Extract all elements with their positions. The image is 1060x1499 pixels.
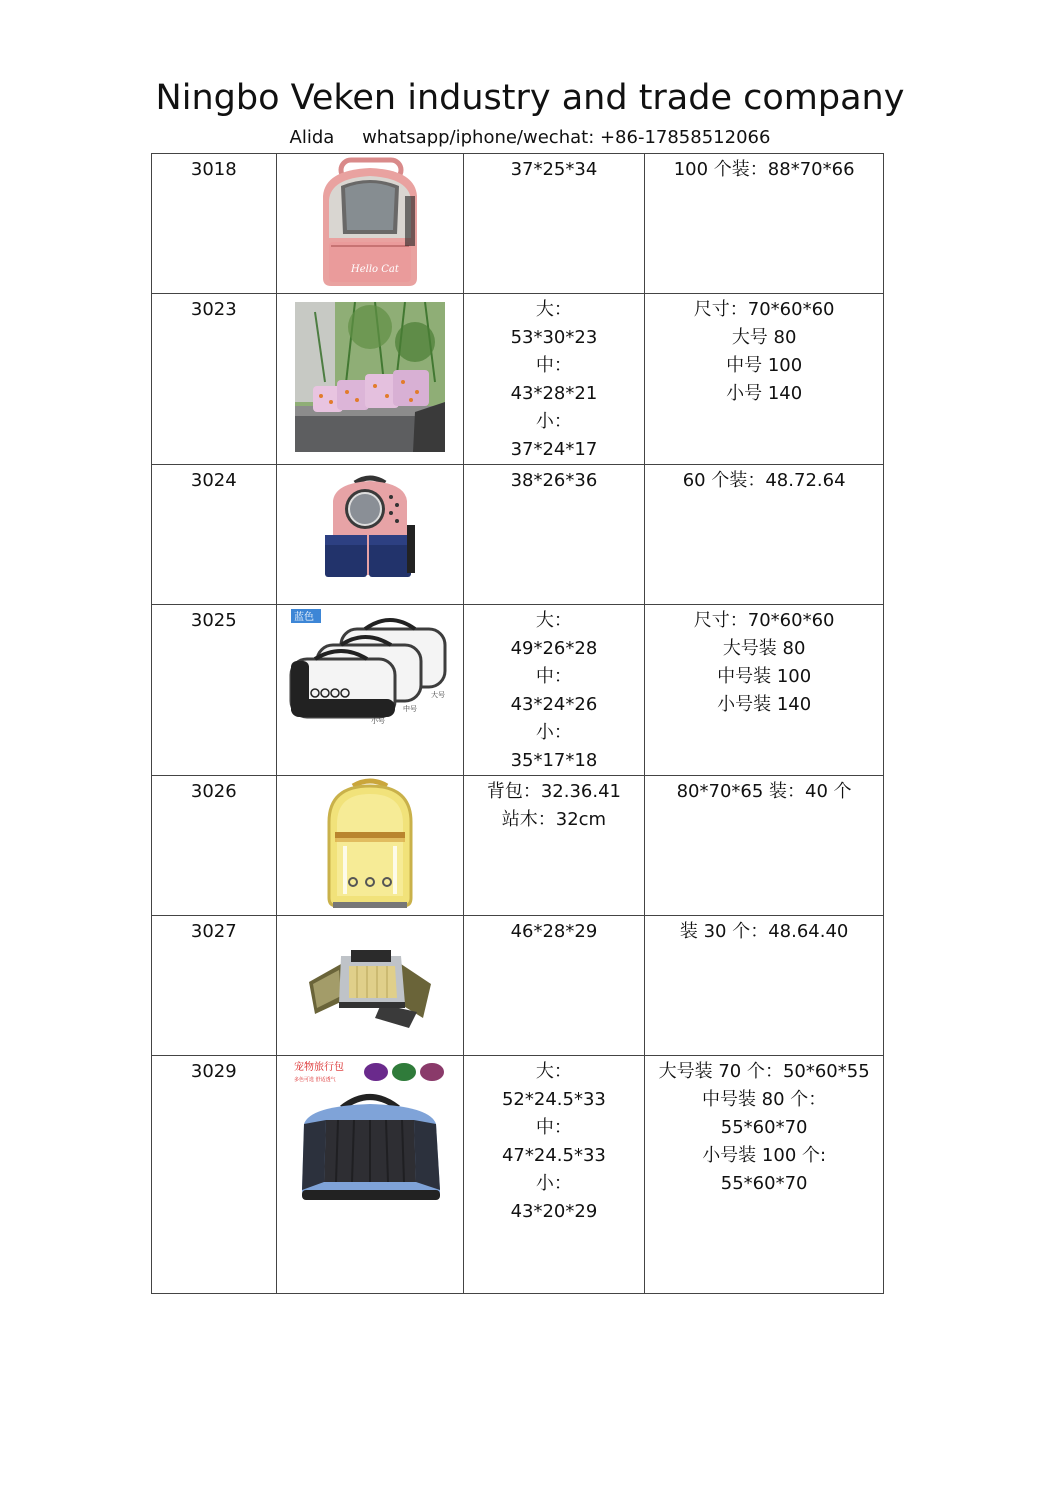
model-cell: 3018 xyxy=(152,154,277,294)
size-cell xyxy=(463,154,645,294)
blue-travel-bag-icon xyxy=(290,1058,450,1228)
size-line: 站木：32cm xyxy=(501,809,607,830)
packing-line: 尺寸：70*60*60 xyxy=(693,299,835,320)
pink-printed-carriers-photo-icon xyxy=(295,302,445,452)
expandable-carrier-icon xyxy=(305,938,435,1034)
size-line: 52*24.5*33 xyxy=(501,1089,606,1110)
packing-line: 大号 80 xyxy=(731,327,797,348)
packing-line: 55*60*70 xyxy=(720,1173,808,1194)
size-line: 43*20*29 xyxy=(510,1201,598,1222)
size-line: 53*30*23 xyxy=(510,327,598,348)
size-line: 43*28*21 xyxy=(510,383,598,404)
size-cell xyxy=(463,294,645,465)
size-line: 37*24*17 xyxy=(510,439,598,460)
size-line: 43*24*26 xyxy=(510,694,598,715)
size-line: 37*25*34 xyxy=(510,159,598,180)
space-capsule-backpack-icon xyxy=(315,475,425,585)
size-cell xyxy=(463,916,645,1056)
packing-line: 小号装 140 xyxy=(717,694,812,715)
model-cell: 3023 xyxy=(152,294,277,465)
image-cell xyxy=(276,776,463,916)
packing-line: 尺寸：70*60*60 xyxy=(693,610,835,631)
packing-line: 装 30 个：48.64.40 xyxy=(679,921,849,942)
size-line: 35*17*18 xyxy=(510,750,598,771)
packing-line: 小号装 100 个: xyxy=(702,1145,827,1166)
size-label-large: 大号 xyxy=(430,691,445,699)
packing-line: 100 个装：88*70*66 xyxy=(673,159,855,180)
size-line: 大： xyxy=(535,299,572,320)
packing-line: 大号装 80 xyxy=(722,638,806,659)
yellow-transparent-backpack-icon xyxy=(315,778,425,912)
packing-line: 中号装 100 xyxy=(717,666,812,687)
size-line: 大： xyxy=(535,1061,572,1082)
model-cell: 3029 xyxy=(152,1056,277,1294)
page-title: Ningbo Veken industry and trade company xyxy=(155,78,905,118)
table-row xyxy=(152,605,884,776)
size-line: 38*26*36 xyxy=(510,470,598,491)
packing-cell xyxy=(645,1056,884,1294)
model-cell: 3025 xyxy=(152,605,277,776)
packing-cell xyxy=(645,154,884,294)
model-cell: 3027 xyxy=(152,916,277,1056)
model-cell: 3024 xyxy=(152,465,277,605)
size-line: 中： xyxy=(535,1117,572,1138)
size-line: 47*24.5*33 xyxy=(501,1145,606,1166)
table-row xyxy=(152,154,884,294)
packing-line: 中号装 80 个： xyxy=(701,1089,827,1110)
product-table xyxy=(151,153,884,1294)
image-cell xyxy=(276,916,463,1056)
packing-cell xyxy=(645,916,884,1056)
table-row xyxy=(152,776,884,916)
size-line: 中： xyxy=(535,355,572,376)
bag-promo-title: 宠物旅行包 xyxy=(293,1062,344,1073)
packing-cell xyxy=(645,465,884,605)
color-tag-text: 蓝色 xyxy=(293,612,314,623)
size-cell xyxy=(463,1056,645,1294)
image-cell xyxy=(276,1056,463,1294)
table-row xyxy=(152,916,884,1056)
image-cell xyxy=(276,294,463,465)
size-line: 小： xyxy=(535,411,572,432)
packing-line: 小号 140 xyxy=(726,383,803,404)
table-row xyxy=(152,294,884,465)
size-line: 背包：32.36.41 xyxy=(486,781,621,802)
contact-line xyxy=(0,127,1060,148)
packing-cell xyxy=(645,294,884,465)
packing-line: 大号装 70 个：50*60*55 xyxy=(658,1061,870,1082)
packing-line: 中号 100 xyxy=(726,355,803,376)
packing-line: 60 个装：48.72.64 xyxy=(682,470,846,491)
bag-promo-subtitle: 多色可选 舒适透气 xyxy=(293,1077,336,1083)
image-cell xyxy=(276,605,463,776)
packing-cell xyxy=(645,776,884,916)
size-label-small: 小号 xyxy=(370,717,385,725)
size-line: 小： xyxy=(535,1173,572,1194)
packing-line: 55*60*70 xyxy=(720,1117,808,1138)
contact-name: Alida xyxy=(289,127,335,148)
carrier-print-text: Hello Cat xyxy=(350,264,399,275)
size-cell xyxy=(463,776,645,916)
size-line: 大： xyxy=(535,610,572,631)
size-line: 49*26*28 xyxy=(510,638,598,659)
size-cell xyxy=(463,605,645,776)
contact-info: whatsapp/iphone/wechat: +86-17858512066 xyxy=(362,127,771,148)
size-line: 小： xyxy=(535,722,572,743)
model-cell: 3026 xyxy=(152,776,277,916)
table-row xyxy=(152,1056,884,1294)
table-row xyxy=(152,465,884,605)
size-cell xyxy=(463,465,645,605)
pink-backpack-carrier-icon xyxy=(305,156,435,290)
packing-cell xyxy=(645,605,884,776)
image-cell xyxy=(276,154,463,294)
image-cell xyxy=(276,465,463,605)
packing-line: 80*70*65 装：40 个 xyxy=(676,781,852,802)
size-line: 中： xyxy=(535,666,572,687)
size-line: 46*28*29 xyxy=(510,921,598,942)
size-label-medium: 中号 xyxy=(402,705,417,713)
transparent-carrier-set-icon xyxy=(285,607,455,727)
